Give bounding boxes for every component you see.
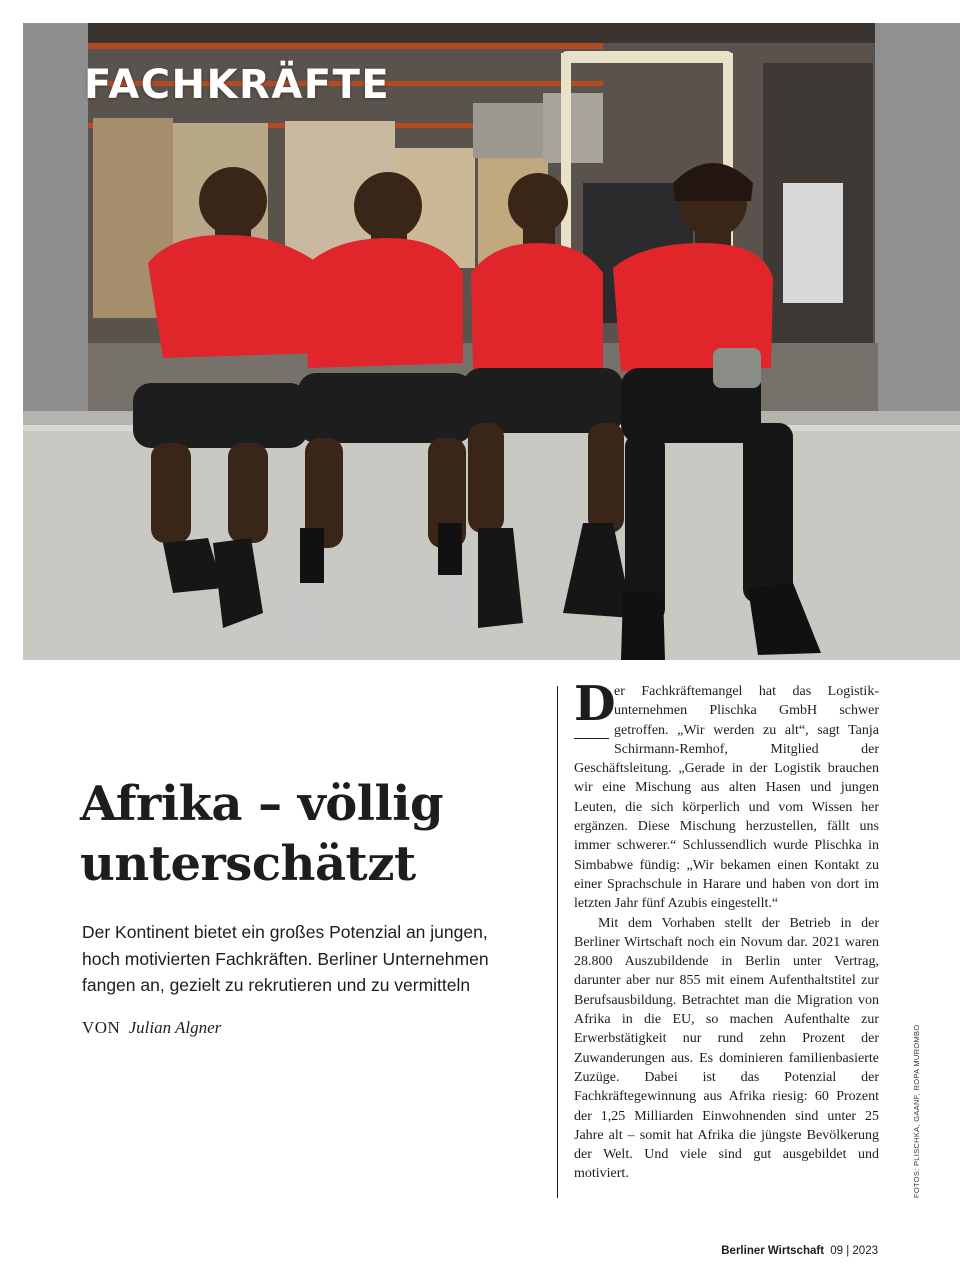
hero-photo — [23, 23, 960, 660]
body-paragraph-2: Mit dem Vorhaben stellt der Betrieb in der Berliner Wirtschaft noch ein Novum dar. 2021 waren 28.800 Auszubildende in Berlin unter Vertrag, darunter aber nur 855 mit einem Aufenthaltstitel zur Berufsausbildung. Betrachtet man die Migration von Afrika in die EU, so machen Aufenthalte zur Erwerbstätigkeit nur rund zehn Prozent der Zuwanderungen aus. Es dominieren familienbasierte Zuzüge. Dabei ist das Potenzial der Fachkräftegewinnung aus Afrika riesig: 60 Prozent der 1,25 Milliarden Einwohnenden sind unter 25 Jahre alt – somit hat Afrika die jüngste Bevölkerung der Welt. Und viele sind gut ausgebildet und motiviert. — [574, 915, 879, 1182]
byline-author: Julian Algner — [128, 1018, 222, 1037]
photo-credit: FOTOS: PLISCHKA, GAANF, ROPA MUROMBO — [912, 1024, 921, 1198]
article-headline — [80, 774, 540, 894]
dek-line-2: hoch motivierten Fachkräften. Berliner Unternehmen — [82, 948, 489, 969]
photo-four-trainees-icon — [23, 23, 960, 660]
headline-line-1: Afrika – völlig — [80, 776, 444, 832]
footer-issue: 09 | 2023 — [830, 1245, 878, 1257]
dek-line-1: Der Kontinent bietet ein großes Potenzial an jungen, — [82, 922, 488, 942]
section-kicker: FACHKRÄFTE — [84, 62, 391, 108]
byline-prefix: VON — [82, 1018, 121, 1037]
column-divider — [557, 686, 558, 1198]
drop-cap: D — [574, 676, 616, 732]
byline — [82, 1018, 221, 1038]
article-body — [574, 682, 879, 1184]
headline-line-2: unterschätzt — [80, 836, 416, 892]
dek-line-3: fangen an, gezielt zu rekrutieren und zu vermitteln — [82, 975, 471, 995]
footer-publication: Berliner Wirtschaft — [721, 1245, 825, 1257]
body-paragraph-1: er Fachkräftemangel hat das Logistikunternehmen Plischka GmbH schwer getroffen. „Wir werden zu alt“, sagt Tanja Schirmann-Remhof, Mitglied der Geschäftsleitung. „Gerade in der Logistik brauchen wir eine Mischung aus alten Hasen und jungen Leuten, die sich körperlich und vom Wissen her ergänzen. Diese Mischung herzustellen, fällt uns immer schwerer.“ Schlussendlich wurde Plischka in Simbabwe fündig: „Wir bekamen einen Kontakt zu einer Sprachschule in Harare und haben von dort im letzten Jahr fünf Azubis eingestellt.“ — [574, 684, 879, 912]
page-footer — [721, 1245, 878, 1257]
article-dek — [82, 919, 512, 999]
